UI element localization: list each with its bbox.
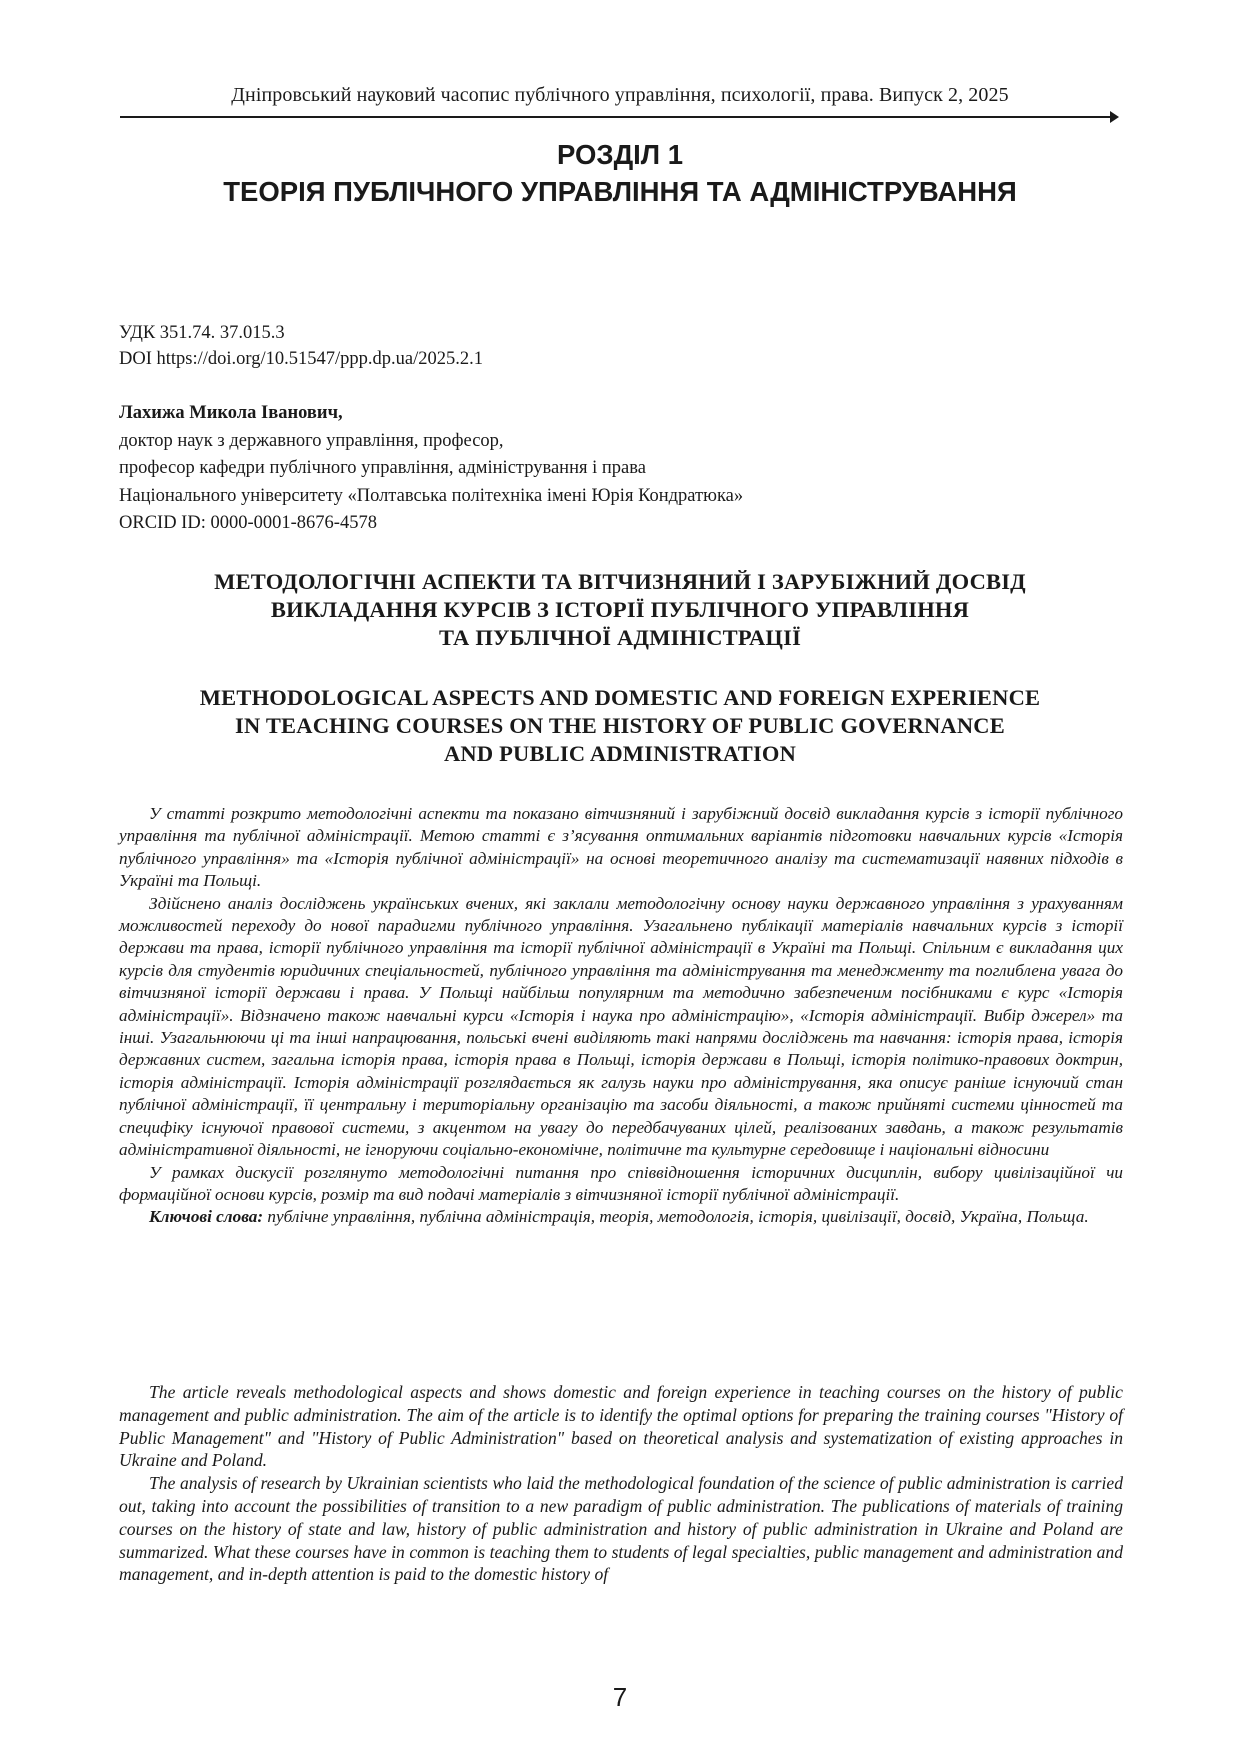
abstract-ua-paragraph: Здійснено аналіз досліджень українських вчених, які заклали методологічну основу науки державного управління з урахуванням можливостей переходу до нової парадигми публічного управління. Узагальнено публікації матеріалів навчальних курсів з історії держави та права, історії публічного управління та історії публічної адміністрації в Україні та Польщі. Спільним є викладання цих курсів для студентів юридичних спеціальностей, публічного управління та адміністрування та менеджменту та поглиблена увага до вітчизняної історії держави і права. У Польщі найбільш популярним та методично забезпеченим посібниками є курс «Історія адміністрації». Відзначено також навчальні курси «Історія і наука про адміністрацію», «Історія адміністрації. Вибір джерел» та інші. Узагальнюючи ці та інші напрацювання, польські вчені виділяють такі напрями досліджень та навчання: історія права, історія державних систем, загальна історія права, історія права в Польщі, історія держави в Польщі, історія політико-правових доктрин, історія адміністрації. Історія адміністрації розглядається як галузь науки про адміністрування, яка описує раніше існуючий стан публічної адміністрації, її центральну і територіальну організацію та засоби діяльності, а також прийняті системи цінностей та специфіку існуючої правової системи, з акцентом на увагу до передбачуваних цілей, реалізованих завдань, а також результатів адміністративної діяльності, не ігноруючи соціально-економічне, політичне та культурне середовище і національні відносини	[119, 893, 1123, 1160]
title-ua-line: ВИКЛАДАННЯ КУРСІВ З ІСТОРІЇ ПУБЛІЧНОГО УПРАВЛІННЯ	[270, 597, 970, 622]
title-ua-line: МЕТОДОЛОГІЧНІ АСПЕКТИ ТА ВІТЧИЗНЯНИЙ І ЗАРУБІЖНИЙ ДОСВІД	[214, 569, 1026, 594]
keywords-text: публічне управління, публічна адміністрація, теорія, методологія, історія, цивілізації, досвід, Україна, Польща.	[263, 1207, 1089, 1227]
udc-code: УДК 351.74. 37.015.3	[119, 323, 285, 343]
doi-link[interactable]: DOI https://doi.org/10.51547/ppp.dp.ua/2025.2.1	[119, 349, 484, 369]
author-orcid[interactable]: ORCID ID: 0000-0001-8676-4578	[119, 513, 377, 533]
abstract-en-paragraph: The analysis of research by Ukrainian scientists who laid the methodological foundation of the science of public administration is carried out, taking into account the possibilities of transition to a new paradigm of public administration. The publications of materials of training courses on the history of state and law, history of public administration and history of public administration in Ukraine and Poland are summarized. What these courses have in common is teaching them to students of legal specialties, public management and administration and management, and in-depth attention is paid to the domestic history of	[119, 1473, 1123, 1585]
section-number: РОЗДІЛ 1	[556, 139, 684, 170]
article-title-english	[0, 684, 1240, 768]
keywords-paragraph	[119, 1206, 1123, 1228]
header-rule-arrowhead	[1110, 111, 1119, 123]
abstract-ukrainian	[119, 803, 1123, 1229]
abstract-english	[119, 1381, 1123, 1586]
section-title: ТЕОРІЯ ПУБЛІЧНОГО УПРАВЛІННЯ ТА АДМІНІСТРУВАННЯ	[223, 176, 1017, 207]
author-degree: доктор наук з державного управління, професор,	[119, 430, 504, 451]
abstract-en-paragraph: The article reveals methodological aspects and shows domestic and foreign experience in teaching courses on the history of public management and public administration. The aim of the article is to identify the optimal options for preparing the training courses "History of Public Management" and "History of Public Administration" based on theoretical analysis and systematization of existing approaches in Ukraine and Poland.	[119, 1382, 1123, 1471]
title-en-line: AND PUBLIC ADMINISTRATION	[443, 741, 797, 766]
author-block	[119, 400, 743, 538]
page-number: 7	[612, 1682, 628, 1712]
author-position: професор кафедри публічного управління, адміністрування і права	[119, 458, 646, 478]
running-header: Дніпровський науковий часопис публічного управління, психології, права. Випуск 2, 2025	[231, 84, 1009, 106]
title-en-line: METHODOLOGICAL ASPECTS AND DOMESTIC AND FOREIGN EXPERIENCE	[199, 685, 1041, 710]
abstract-ua-paragraph: У рамках дискусії розглянуто методологічні питання про співвідношення історичних дисциплін, вибору цивілізаційної чи формаційної основи курсів, розмір та вид подачі матеріалів з вітчизняної історії публічної адміністрації.	[119, 1162, 1123, 1204]
title-en-line: IN TEACHING COURSES ON THE HISTORY OF PUBLIC GOVERNANCE	[235, 713, 1005, 738]
title-ua-line: ТА ПУБЛІЧНОЇ АДМІНІСТРАЦІЇ	[438, 625, 802, 650]
abstract-ua-paragraph: У статті розкрито методологічні аспекти та показано вітчизняний і зарубіжний досвід викладання курсів з історії публічного управління та публічної адміністрації. Метою статті є з’ясування оптимальних варіантів підготовки навчальних курсів «Історія публічного управління» та «Історія публічної адміністрації» на основі теоретичного аналізу та систематизації наявних підходів в Україні та Польщі.	[119, 804, 1123, 891]
author-name: Лахижа Микола Іванович,	[119, 403, 343, 423]
article-title-ukrainian	[0, 568, 1240, 652]
header-rule	[120, 116, 1114, 118]
article-metadata	[119, 320, 483, 372]
section-heading	[0, 136, 1240, 210]
keywords-label: Ключові слова:	[149, 1207, 264, 1227]
author-affiliation: Національного університету «Полтавська політехніка імені Юрія Кондратюка»	[119, 485, 744, 506]
